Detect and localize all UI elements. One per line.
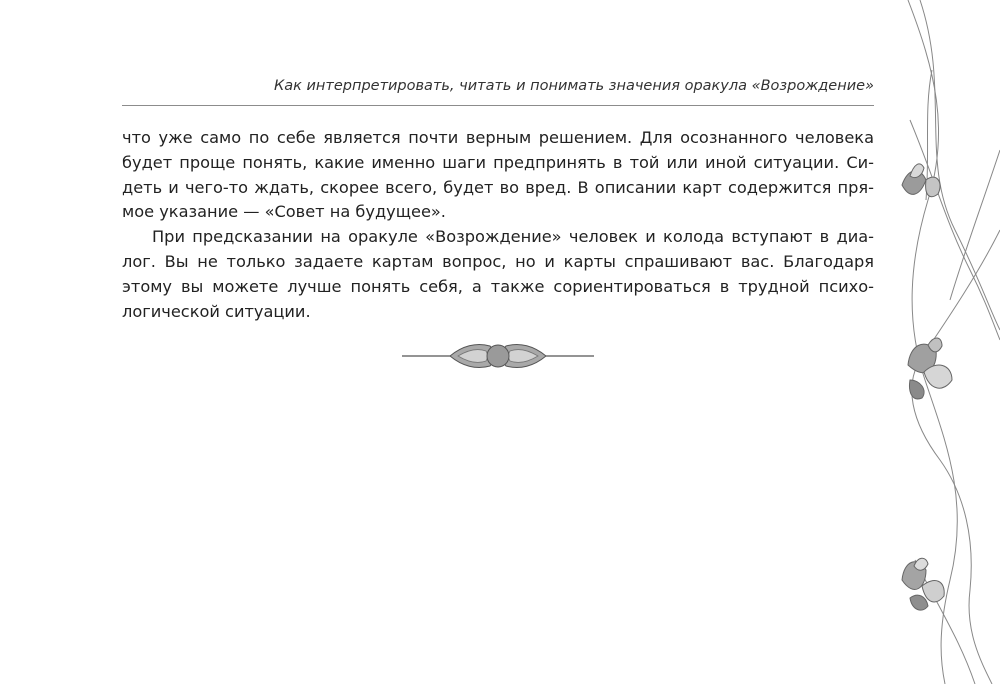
text-line: При предсказании на оракуле «Возрождение» человек и колода вступают в диа- — [152, 227, 874, 247]
running-header: Как интерпретировать, читать и понимать значения оракула «Возрождение» — [273, 78, 874, 94]
text-line: лог. Вы не только задаете картам вопрос, но и карты спрашивают вас. Благодаря — [122, 251, 874, 271]
flower-bud-divider-icon — [400, 336, 596, 376]
body-text — [122, 126, 874, 324]
text-line: логической ситуации. — [122, 301, 311, 321]
text-line: что уже само по себе является почти верным решением. Для осознанного человека — [122, 128, 874, 147]
lotus-vine-icon — [880, 0, 1000, 684]
text-line: мое указание — «Совет на будущее». — [122, 202, 446, 222]
paragraph-2 — [122, 225, 874, 324]
paragraph-1 — [122, 126, 874, 225]
text-line: этому вы можете лучше понять себя, а также сориентироваться в трудной психо- — [122, 276, 874, 296]
header-rule — [122, 105, 874, 106]
text-line: деть и чего-то ждать, скорее всего, будет во вред. В описании карт содержится пря- — [122, 177, 874, 197]
text-line: будет проще понять, какие именно шаги предпринять в той или иной ситуации. Си- — [122, 152, 874, 172]
